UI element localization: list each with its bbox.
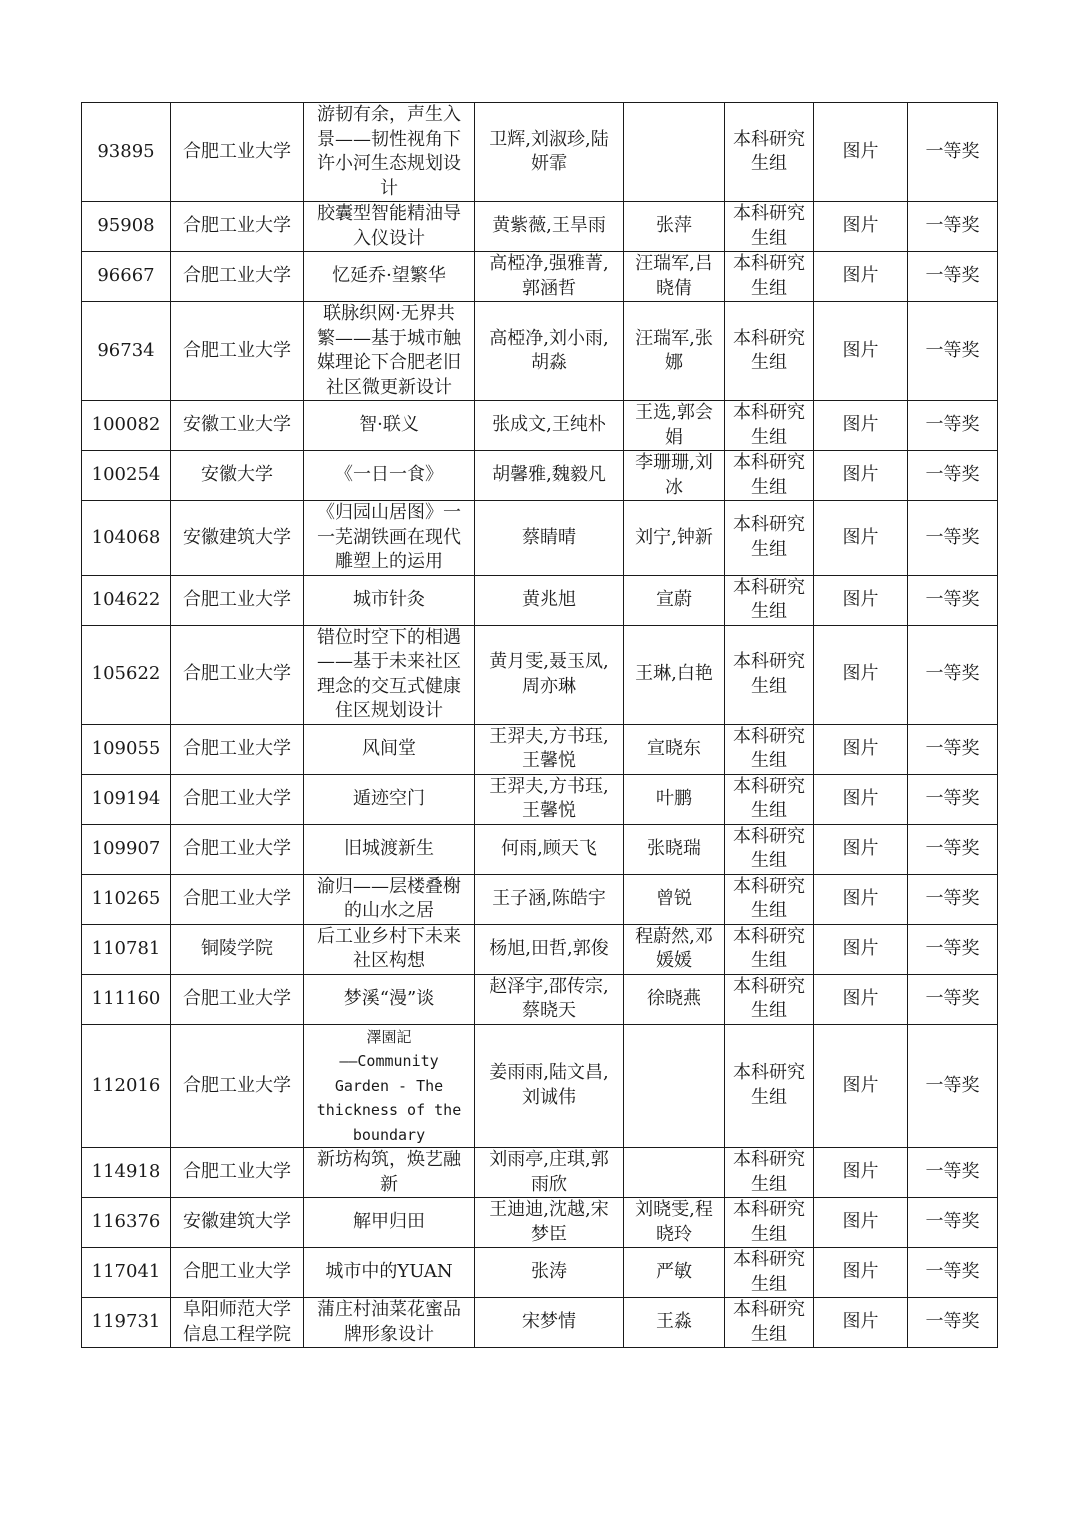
cell-group: 本科研究 生组 bbox=[725, 625, 814, 724]
cell-award: 一等奖 bbox=[908, 401, 998, 451]
cell-title: 渝归——层楼叠榭 的山水之居 bbox=[304, 874, 475, 924]
cell-title: 智·联义 bbox=[304, 401, 475, 451]
table-row bbox=[82, 625, 998, 724]
cell-category: 图片 bbox=[814, 874, 908, 924]
cell-authors: 高椏净,强雅菁, 郭涵哲 bbox=[475, 252, 624, 302]
cell-title: 联脉织网·无界共 繁——基于城市触 媒理论下合肥老旧 社区微更新设计 bbox=[304, 302, 475, 401]
table-row bbox=[82, 252, 998, 302]
cell-advisors bbox=[624, 1148, 725, 1198]
cell-school: 安徽建筑大学 bbox=[171, 501, 304, 576]
cell-school: 安徽工业大学 bbox=[171, 401, 304, 451]
cell-school: 合肥工业大学 bbox=[171, 103, 304, 202]
cell-id: 109055 bbox=[82, 724, 171, 774]
cell-title: 游韧有余，声生入 景——韧性视角下 许小河生态规划设 计 bbox=[304, 103, 475, 202]
cell-id: 105622 bbox=[82, 625, 171, 724]
cell-advisors: 刘宁,钟新 bbox=[624, 501, 725, 576]
cell-school: 合肥工业大学 bbox=[171, 724, 304, 774]
cell-category: 图片 bbox=[814, 501, 908, 576]
cell-advisors bbox=[624, 103, 725, 202]
table-row bbox=[82, 1248, 998, 1298]
cell-school: 铜陵学院 bbox=[171, 924, 304, 974]
cell-award: 一等奖 bbox=[908, 451, 998, 501]
cell-authors: 刘雨亭,庄琪,郭 雨欣 bbox=[475, 1148, 624, 1198]
cell-authors: 张涛 bbox=[475, 1248, 624, 1298]
table-row bbox=[82, 974, 998, 1024]
cell-group: 本科研究 生组 bbox=[725, 1024, 814, 1148]
table-row bbox=[82, 103, 998, 202]
cell-award: 一等奖 bbox=[908, 575, 998, 625]
cell-id: 110781 bbox=[82, 924, 171, 974]
cell-authors: 黄兆旭 bbox=[475, 575, 624, 625]
cell-title: 新坊构筑，焕艺融 新 bbox=[304, 1148, 475, 1198]
cell-school: 阜阳师范大学 信息工程学院 bbox=[171, 1298, 304, 1348]
cell-authors: 赵泽宇,邵传宗, 蔡晓天 bbox=[475, 974, 624, 1024]
cell-school: 合肥工业大学 bbox=[171, 774, 304, 824]
cell-category: 图片 bbox=[814, 1298, 908, 1348]
cell-category: 图片 bbox=[814, 575, 908, 625]
cell-title: 解甲归田 bbox=[304, 1198, 475, 1248]
cell-authors: 高椏净,刘小雨, 胡淼 bbox=[475, 302, 624, 401]
cell-group: 本科研究 生组 bbox=[725, 1298, 814, 1348]
cell-advisors bbox=[624, 1024, 725, 1148]
cell-id: 109907 bbox=[82, 824, 171, 874]
cell-advisors: 徐晓燕 bbox=[624, 974, 725, 1024]
cell-group: 本科研究 生组 bbox=[725, 824, 814, 874]
cell-advisors: 刘晓雯,程 晓玲 bbox=[624, 1198, 725, 1248]
cell-advisors: 汪瑞军,张 娜 bbox=[624, 302, 725, 401]
cell-award: 一等奖 bbox=[908, 202, 998, 252]
award-table bbox=[81, 102, 998, 1348]
cell-school: 合肥工业大学 bbox=[171, 302, 304, 401]
cell-award: 一等奖 bbox=[908, 103, 998, 202]
cell-advisors: 叶鹏 bbox=[624, 774, 725, 824]
cell-group: 本科研究 生组 bbox=[725, 103, 814, 202]
table-row bbox=[82, 1148, 998, 1198]
cell-category: 图片 bbox=[814, 1024, 908, 1148]
cell-category: 图片 bbox=[814, 625, 908, 724]
cell-id: 119731 bbox=[82, 1298, 171, 1348]
cell-id: 93895 bbox=[82, 103, 171, 202]
cell-title: 梦溪“漫”谈 bbox=[304, 974, 475, 1024]
cell-advisors: 严敏 bbox=[624, 1248, 725, 1298]
cell-category: 图片 bbox=[814, 774, 908, 824]
cell-title: 错位时空下的相遇 ——基于未来社区 理念的交互式健康 住区规划设计 bbox=[304, 625, 475, 724]
cell-school: 合肥工业大学 bbox=[171, 202, 304, 252]
cell-id: 100254 bbox=[82, 451, 171, 501]
cell-award: 一等奖 bbox=[908, 774, 998, 824]
cell-authors: 王羿夫,方书珏, 王馨悦 bbox=[475, 774, 624, 824]
cell-category: 图片 bbox=[814, 824, 908, 874]
cell-award: 一等奖 bbox=[908, 625, 998, 724]
cell-id: 111160 bbox=[82, 974, 171, 1024]
cell-group: 本科研究 生组 bbox=[725, 202, 814, 252]
cell-advisors: 程蔚然,邓 媛媛 bbox=[624, 924, 725, 974]
cell-school: 合肥工业大学 bbox=[171, 1248, 304, 1298]
cell-school: 合肥工业大学 bbox=[171, 1148, 304, 1198]
cell-id: 109194 bbox=[82, 774, 171, 824]
cell-advisors: 王琳,白艳 bbox=[624, 625, 725, 724]
cell-authors: 宋梦情 bbox=[475, 1298, 624, 1348]
cell-group: 本科研究 生组 bbox=[725, 575, 814, 625]
cell-title: 旧城渡新生 bbox=[304, 824, 475, 874]
cell-award: 一等奖 bbox=[908, 1298, 998, 1348]
cell-category: 图片 bbox=[814, 451, 908, 501]
cell-group: 本科研究 生组 bbox=[725, 724, 814, 774]
cell-authors: 卫辉,刘淑珍,陆 妍霏 bbox=[475, 103, 624, 202]
cell-category: 图片 bbox=[814, 252, 908, 302]
cell-advisors: 曾锐 bbox=[624, 874, 725, 924]
cell-id: 112016 bbox=[82, 1024, 171, 1148]
cell-authors: 蔡睛晴 bbox=[475, 501, 624, 576]
cell-school: 合肥工业大学 bbox=[171, 974, 304, 1024]
table-row bbox=[82, 724, 998, 774]
cell-category: 图片 bbox=[814, 1198, 908, 1248]
cell-group: 本科研究 生组 bbox=[725, 774, 814, 824]
table-row bbox=[82, 774, 998, 824]
cell-id: 96734 bbox=[82, 302, 171, 401]
cell-authors: 姜雨雨,陆文昌, 刘诚伟 bbox=[475, 1024, 624, 1148]
cell-group: 本科研究 生组 bbox=[725, 874, 814, 924]
cell-school: 合肥工业大学 bbox=[171, 1024, 304, 1148]
table-row bbox=[82, 575, 998, 625]
cell-category: 图片 bbox=[814, 401, 908, 451]
table-row bbox=[82, 924, 998, 974]
award-sheet bbox=[81, 102, 997, 1348]
cell-award: 一等奖 bbox=[908, 924, 998, 974]
cell-title: 风间堂 bbox=[304, 724, 475, 774]
cell-title: 后工业乡村下未来 社区构想 bbox=[304, 924, 475, 974]
cell-authors: 王迪迪,沈越,宋 梦臣 bbox=[475, 1198, 624, 1248]
cell-category: 图片 bbox=[814, 103, 908, 202]
cell-advisors: 张萍 bbox=[624, 202, 725, 252]
cell-award: 一等奖 bbox=[908, 1248, 998, 1298]
cell-group: 本科研究 生组 bbox=[725, 451, 814, 501]
table-row bbox=[82, 202, 998, 252]
cell-category: 图片 bbox=[814, 974, 908, 1024]
cell-school: 合肥工业大学 bbox=[171, 575, 304, 625]
cell-group: 本科研究 生组 bbox=[725, 302, 814, 401]
cell-title: 蒲庄村油菜花蜜品 牌形象设计 bbox=[304, 1298, 475, 1348]
cell-authors: 王羿夫,方书珏, 王馨悦 bbox=[475, 724, 624, 774]
cell-category: 图片 bbox=[814, 302, 908, 401]
table-row bbox=[82, 501, 998, 576]
cell-authors: 黄紫薇,王旱雨 bbox=[475, 202, 624, 252]
cell-school: 合肥工业大学 bbox=[171, 874, 304, 924]
cell-award: 一等奖 bbox=[908, 252, 998, 302]
cell-category: 图片 bbox=[814, 924, 908, 974]
table-row bbox=[82, 1298, 998, 1348]
cell-authors: 杨旭,田哲,郭俊 bbox=[475, 924, 624, 974]
cell-group: 本科研究 生组 bbox=[725, 924, 814, 974]
cell-category: 图片 bbox=[814, 724, 908, 774]
cell-category: 图片 bbox=[814, 1248, 908, 1298]
table-row bbox=[82, 302, 998, 401]
cell-id: 104622 bbox=[82, 575, 171, 625]
cell-advisors: 汪瑞军,吕 晓倩 bbox=[624, 252, 725, 302]
cell-category: 图片 bbox=[814, 1148, 908, 1198]
cell-group: 本科研究 生组 bbox=[725, 1198, 814, 1248]
cell-group: 本科研究 生组 bbox=[725, 501, 814, 576]
cell-authors: 张成文,王纯朴 bbox=[475, 401, 624, 451]
cell-title: 胶囊型智能精油导 入仪设计 bbox=[304, 202, 475, 252]
cell-school: 安徽大学 bbox=[171, 451, 304, 501]
cell-id: 110265 bbox=[82, 874, 171, 924]
table-row bbox=[82, 451, 998, 501]
cell-group: 本科研究 生组 bbox=[725, 252, 814, 302]
cell-title: 遁迹空门 bbox=[304, 774, 475, 824]
table-row bbox=[82, 824, 998, 874]
cell-award: 一等奖 bbox=[908, 501, 998, 576]
cell-id: 116376 bbox=[82, 1198, 171, 1248]
cell-advisors: 王淼 bbox=[624, 1298, 725, 1348]
cell-award: 一等奖 bbox=[908, 974, 998, 1024]
table-row bbox=[82, 401, 998, 451]
cell-school: 合肥工业大学 bbox=[171, 824, 304, 874]
cell-authors: 王子涵,陈皓宇 bbox=[475, 874, 624, 924]
table-row bbox=[82, 1024, 998, 1148]
cell-id: 96667 bbox=[82, 252, 171, 302]
cell-title: 《归园山居图》一 一芜湖铁画在现代 雕塑上的运用 bbox=[304, 501, 475, 576]
cell-school: 合肥工业大学 bbox=[171, 625, 304, 724]
cell-title: 城市针灸 bbox=[304, 575, 475, 625]
cell-category: 图片 bbox=[814, 202, 908, 252]
cell-award: 一等奖 bbox=[908, 1148, 998, 1198]
cell-advisors: 李珊珊,刘 冰 bbox=[624, 451, 725, 501]
cell-group: 本科研究 生组 bbox=[725, 974, 814, 1024]
cell-authors: 黄月雯,聂玉凤, 周亦琳 bbox=[475, 625, 624, 724]
cell-id: 100082 bbox=[82, 401, 171, 451]
cell-award: 一等奖 bbox=[908, 302, 998, 401]
cell-award: 一等奖 bbox=[908, 824, 998, 874]
table-body bbox=[82, 103, 998, 1348]
cell-advisors: 王选,郭会 娟 bbox=[624, 401, 725, 451]
cell-authors: 何雨,顾天飞 bbox=[475, 824, 624, 874]
cell-award: 一等奖 bbox=[908, 1198, 998, 1248]
table-row bbox=[82, 874, 998, 924]
cell-id: 117041 bbox=[82, 1248, 171, 1298]
cell-award: 一等奖 bbox=[908, 724, 998, 774]
cell-title: 城市中的YUAN bbox=[304, 1248, 475, 1298]
cell-title: 澤園記 ——Community Garden - The thickness of the boundary bbox=[304, 1024, 475, 1148]
cell-advisors: 宣晓东 bbox=[624, 724, 725, 774]
cell-award: 一等奖 bbox=[908, 1024, 998, 1148]
cell-id: 95908 bbox=[82, 202, 171, 252]
cell-title: 忆延乔·望繁华 bbox=[304, 252, 475, 302]
cell-advisors: 宣蔚 bbox=[624, 575, 725, 625]
cell-id: 104068 bbox=[82, 501, 171, 576]
cell-award: 一等奖 bbox=[908, 874, 998, 924]
cell-advisors: 张晓瑞 bbox=[624, 824, 725, 874]
cell-group: 本科研究 生组 bbox=[725, 401, 814, 451]
cell-school: 安徽建筑大学 bbox=[171, 1198, 304, 1248]
cell-id: 114918 bbox=[82, 1148, 171, 1198]
cell-authors: 胡馨雅,魏毅凡 bbox=[475, 451, 624, 501]
cell-school: 合肥工业大学 bbox=[171, 252, 304, 302]
cell-group: 本科研究 生组 bbox=[725, 1248, 814, 1298]
cell-group: 本科研究 生组 bbox=[725, 1148, 814, 1198]
table-row bbox=[82, 1198, 998, 1248]
cell-title: 《一日一食》 bbox=[304, 451, 475, 501]
